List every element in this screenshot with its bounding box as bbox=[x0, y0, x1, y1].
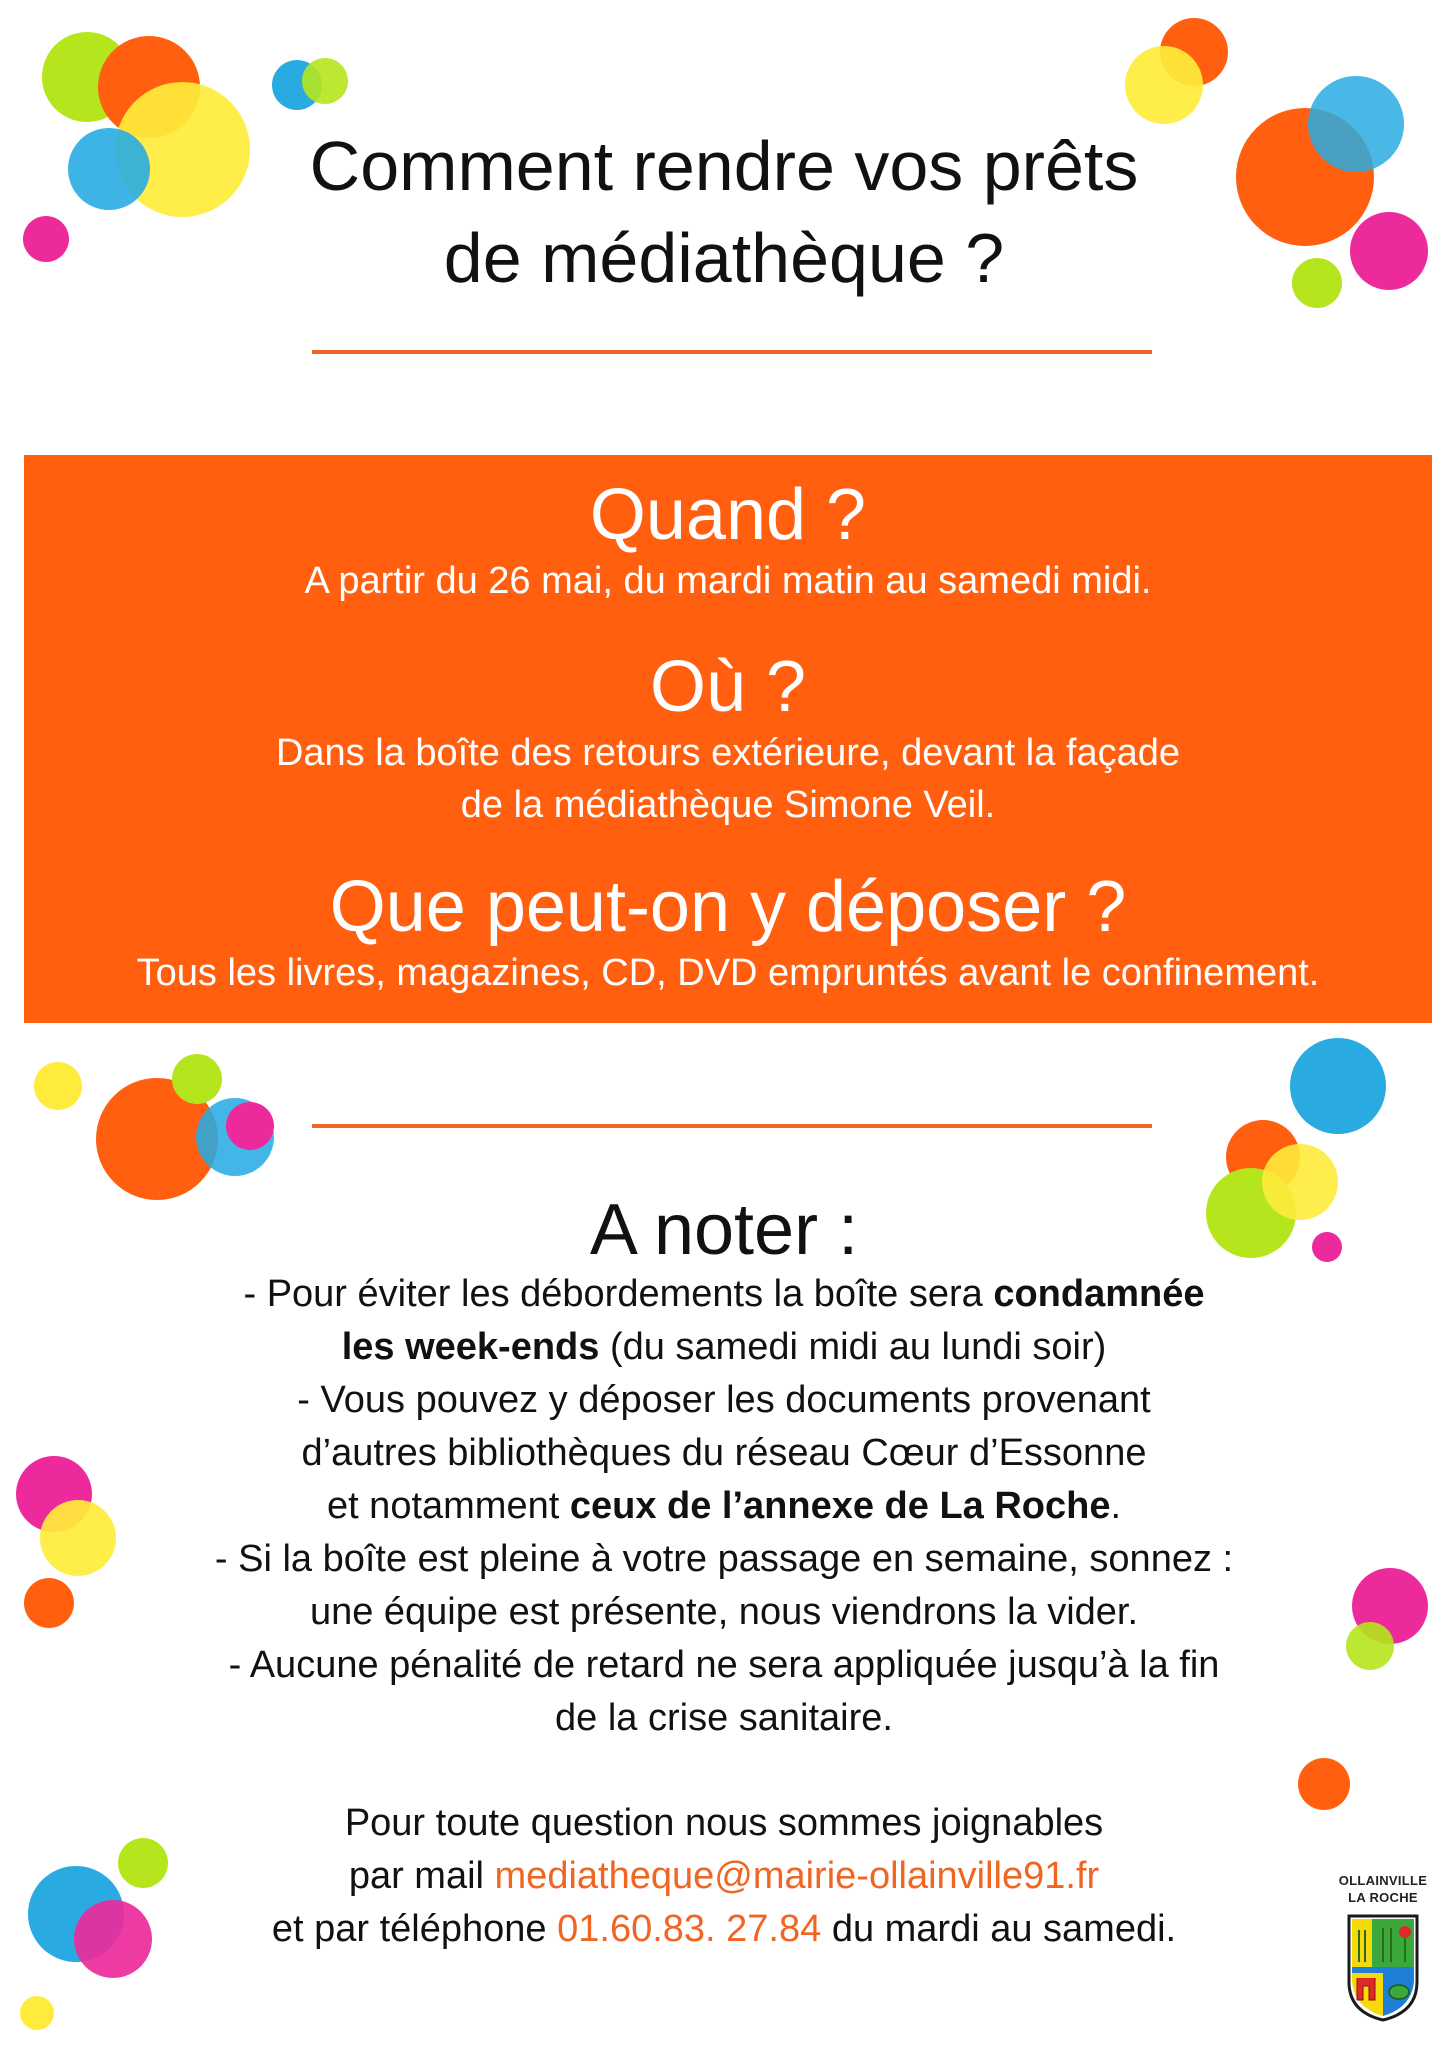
what-text: Tous les livres, magazines, CD, DVD empruntés avant le confinement. bbox=[136, 952, 1320, 994]
circle-yellow bbox=[20, 1996, 54, 2030]
when-section bbox=[24, 475, 1432, 607]
title-line-2: de médiathèque ? bbox=[443, 219, 1005, 297]
circle-yellow bbox=[1262, 1144, 1338, 1220]
note-2-line-1: - Vous pouvez y déposer les documents provenant bbox=[297, 1379, 1151, 1421]
circle-orange bbox=[1298, 1758, 1350, 1810]
when-heading: Quand ? bbox=[589, 475, 867, 555]
note-1-bold-2: les week-ends bbox=[341, 1326, 600, 1368]
note-2-line-2: d’autres bibliothèques du réseau Cœur d’Essonne bbox=[301, 1432, 1147, 1474]
note-3-line-1: - Si la boîte est pleine à votre passage en semaine, sonnez : bbox=[214, 1538, 1234, 1580]
circle-yellow bbox=[40, 1500, 116, 1576]
where-section bbox=[24, 647, 1432, 831]
what-heading: Que peut-on y déposer ? bbox=[329, 867, 1127, 947]
town-logo bbox=[1328, 1872, 1438, 2032]
where-heading: Où ? bbox=[649, 647, 807, 727]
circle-blue bbox=[1308, 76, 1404, 172]
contact-block bbox=[150, 1797, 1298, 1956]
title-line-1: Comment rendre vos prêts bbox=[309, 127, 1139, 205]
note-4-line-1: - Aucune pénalité de retard ne sera appliquée jusqu’à la fin bbox=[228, 1644, 1220, 1686]
note-2-period: . bbox=[1110, 1485, 1122, 1527]
email-link[interactable]: mediatheque@mairie-ollainville91.fr bbox=[494, 1855, 1100, 1897]
logo-text-line-2: LA ROCHE bbox=[1348, 1890, 1418, 1905]
divider-top bbox=[312, 350, 1152, 354]
note-1-text: - Pour éviter les débordements la boîte sera bbox=[243, 1273, 994, 1315]
when-text: A partir du 26 mai, du mardi matin au samedi midi. bbox=[304, 560, 1152, 602]
divider-middle bbox=[312, 1124, 1152, 1128]
circle-green bbox=[1292, 258, 1342, 308]
notes-list bbox=[110, 1268, 1338, 1745]
logo-text-line-1: OLLAINVILLE bbox=[1338, 1873, 1428, 1888]
circle-green bbox=[1346, 1622, 1394, 1670]
where-text-line-2: de la médiathèque Simone Veil. bbox=[460, 784, 996, 826]
circle-blue bbox=[1290, 1038, 1386, 1134]
circle-orange bbox=[24, 1578, 74, 1628]
contact-line-1: Pour toute question nous sommes joignables bbox=[344, 1802, 1104, 1844]
note-1-line-1 bbox=[110, 1268, 1338, 1321]
notes-heading: A noter : bbox=[589, 1190, 859, 1270]
note-3-line-2: une équipe est présente, nous viendrons la vider. bbox=[309, 1591, 1139, 1633]
note-1-bold: condamnée bbox=[993, 1273, 1205, 1315]
mail-prefix: par mail bbox=[348, 1855, 495, 1897]
note-4-line-2: de la crise sanitaire. bbox=[555, 1697, 893, 1739]
circle-green bbox=[302, 58, 348, 104]
note-1-text-2: (du samedi midi au lundi soir) bbox=[599, 1326, 1107, 1368]
phone-prefix: et par téléphone bbox=[271, 1908, 558, 1950]
note-1-line-2 bbox=[110, 1321, 1338, 1374]
what-section bbox=[24, 867, 1432, 999]
coat-of-arms-icon bbox=[1345, 1912, 1421, 2024]
contact-line-3 bbox=[150, 1903, 1298, 1956]
circle-blue bbox=[68, 128, 150, 210]
circle-magenta bbox=[1350, 212, 1428, 290]
note-2-bold: ceux de l’annexe de La Roche bbox=[569, 1485, 1111, 1527]
phone-number[interactable]: 01.60.83. 27.84 bbox=[557, 1908, 822, 1950]
circle-green bbox=[172, 1054, 222, 1104]
info-panel bbox=[24, 455, 1432, 1023]
phone-suffix: du mardi au samedi. bbox=[821, 1908, 1177, 1950]
circle-magenta bbox=[74, 1900, 152, 1978]
circle-magenta bbox=[1312, 1232, 1342, 1262]
note-2-text: et notamment bbox=[326, 1485, 570, 1527]
circle-magenta bbox=[23, 216, 69, 262]
circle-magenta bbox=[226, 1102, 274, 1150]
circle-yellow bbox=[1125, 46, 1203, 124]
page-title bbox=[150, 120, 1298, 304]
where-text-line-1: Dans la boîte des retours extérieure, devant la façade bbox=[275, 732, 1181, 774]
circle-yellow bbox=[34, 1062, 82, 1110]
note-2-line-3 bbox=[110, 1480, 1338, 1533]
contact-line-2 bbox=[150, 1850, 1298, 1903]
